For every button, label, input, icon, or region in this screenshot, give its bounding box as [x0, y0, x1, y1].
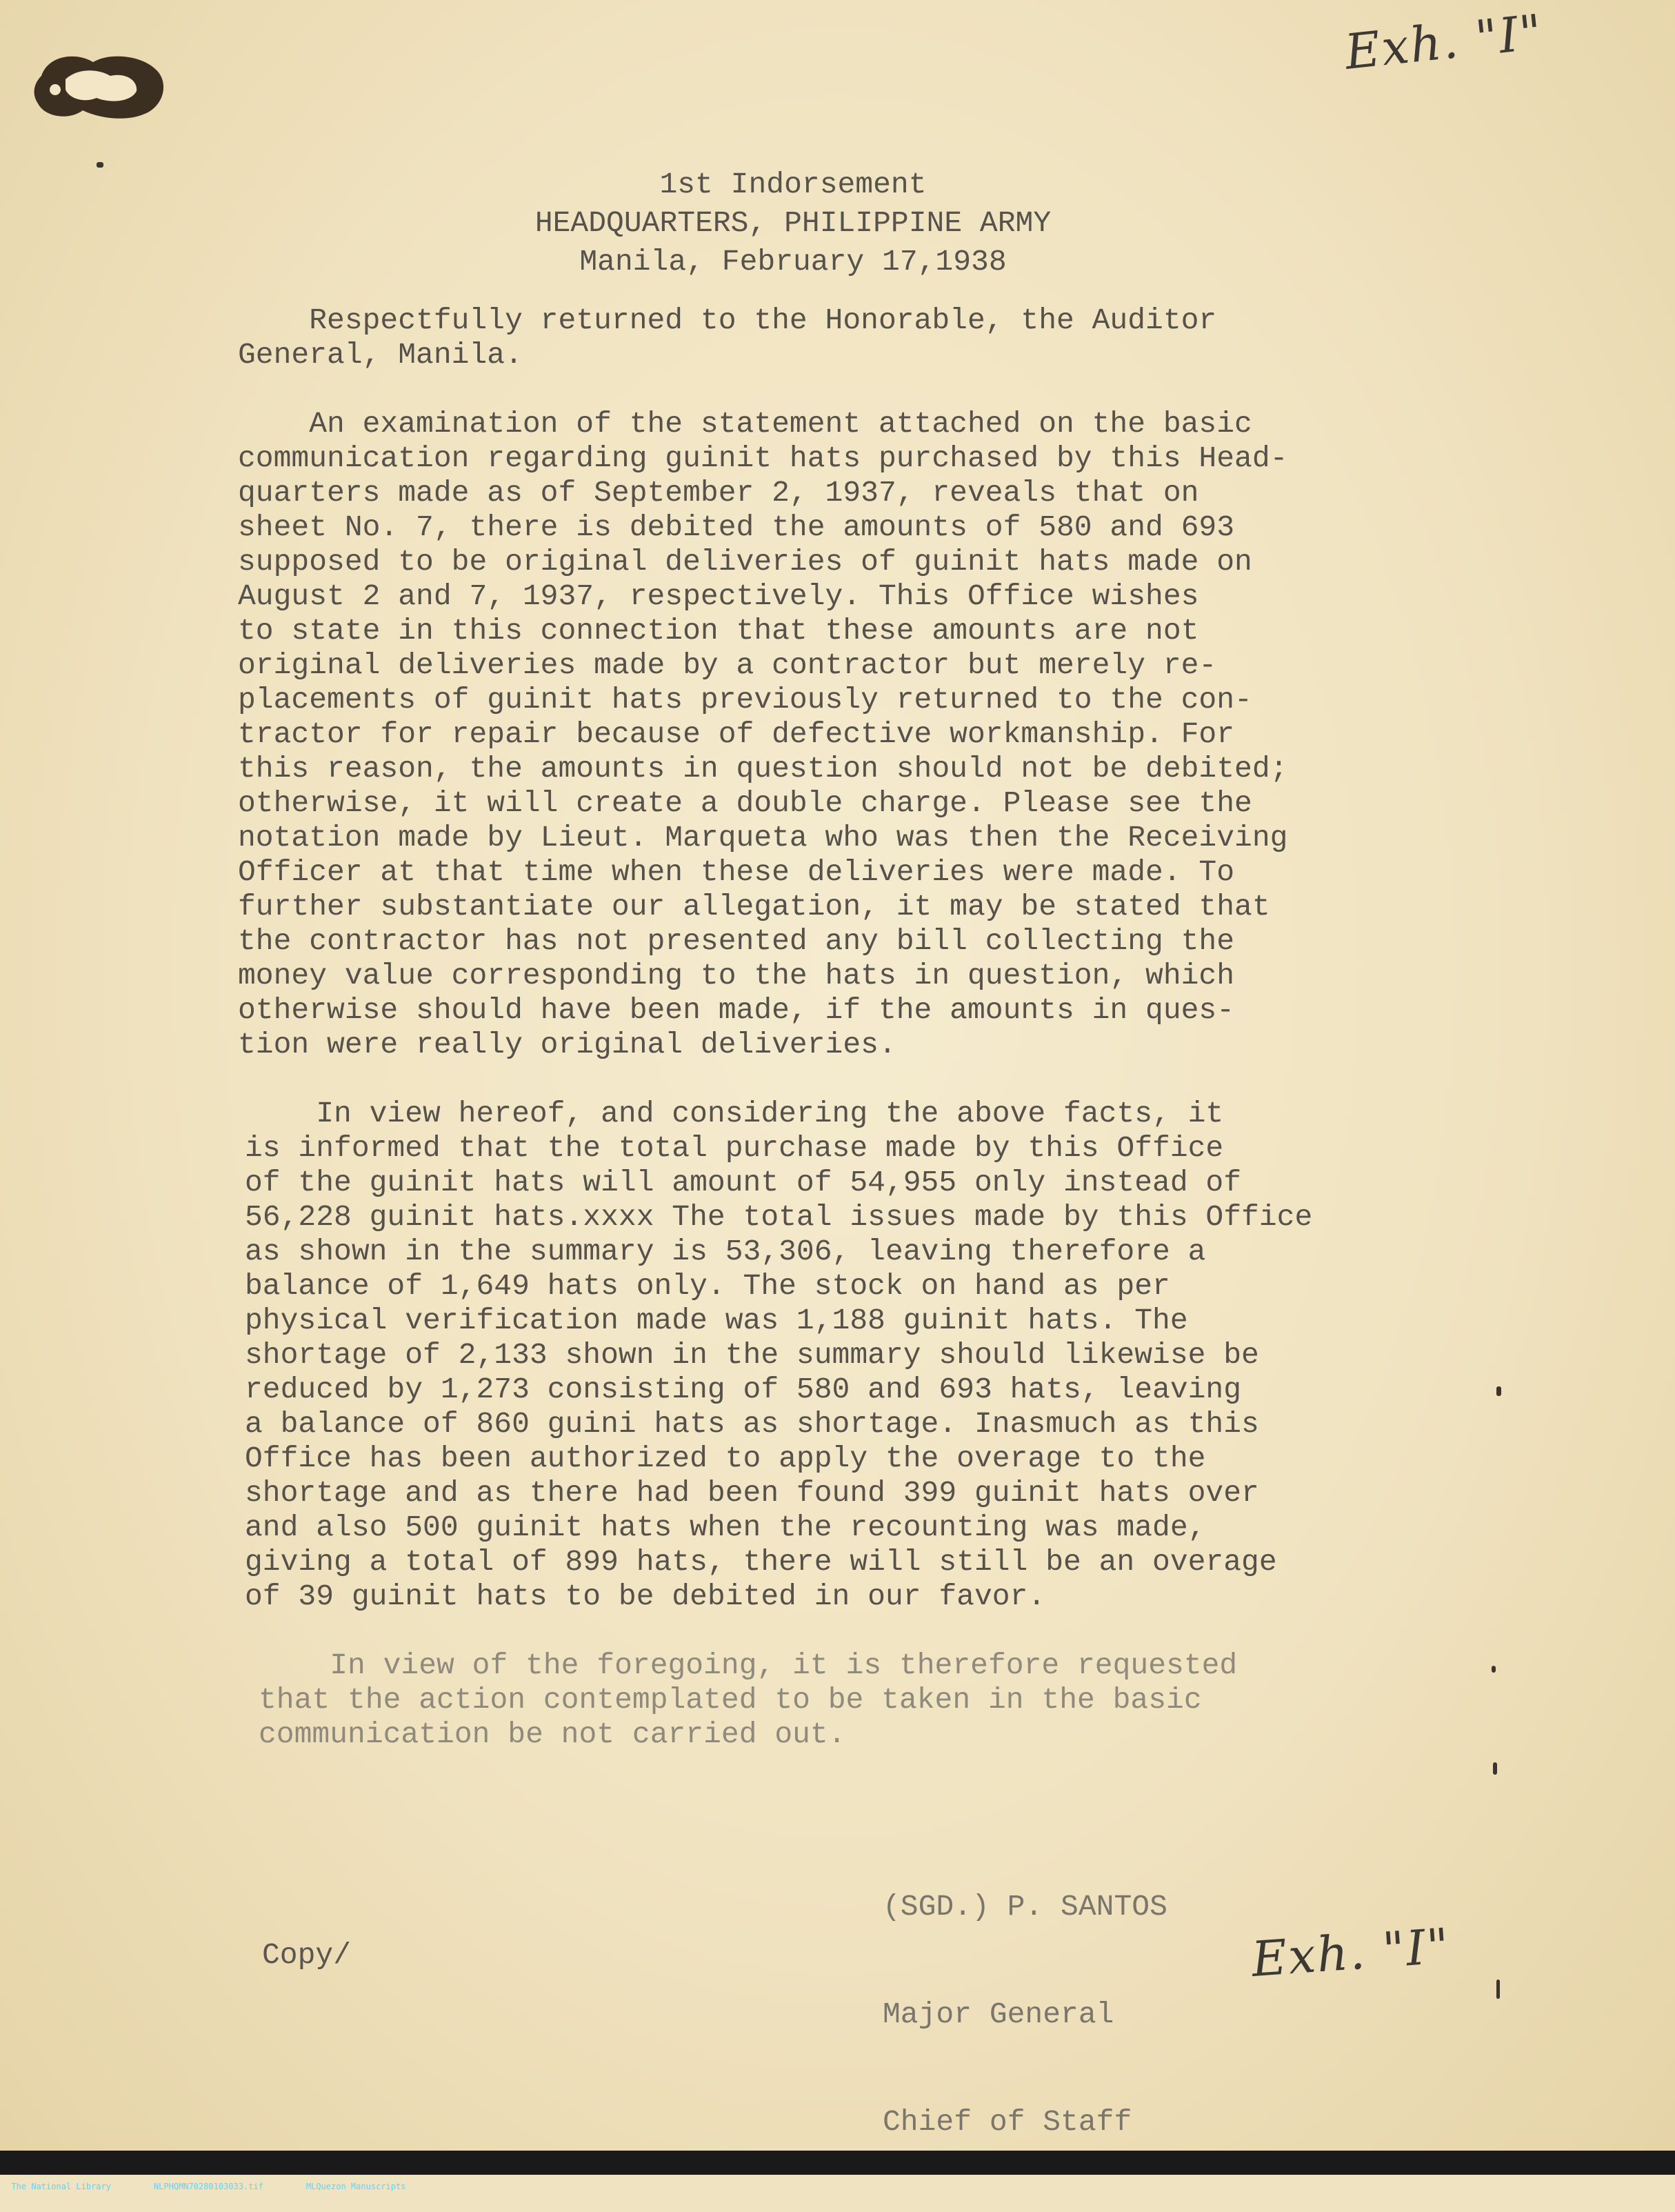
- indorsement-title: 1st Indorsement: [659, 168, 927, 201]
- paragraph-return: Respectfully returned to the Honorable, the Auditor General, Manila.: [238, 303, 1217, 372]
- margin-mark-icon: [97, 162, 103, 168]
- exhibit-mark-bottom: Exh. "I": [1250, 1917, 1452, 1988]
- signature-rank: Major General: [883, 1997, 1114, 2031]
- signature-title: Chief of Staff: [883, 2105, 1132, 2139]
- paragraph-request: In view of the foregoing, it is therefore requested that the action contemplated to be taken in the basic communication be not carried out.: [259, 1648, 1238, 1751]
- paragraph-examination: An examination of the statement attached on the basic communication regarding guinit hats purchased by this Head- quarters made as of September 2, 1937, reveals that on sheet No. 7, there is debited the amounts of 580 and 693 supposed to be original deliveries of guinit hats made on August 2 and 7, 1937, respectively. This Office wishes to state in this connection that these amounts are not original deliveries made by a contractor but merely re- placements of guinit hats previously returned to the con- tractor for repair because of defective workmanship. For this reason, the amounts in question should not be debited; otherwise, it will create a double charge. Please see the notation made by Lieut. Marqueta who was then the Receiving Officer at that time when these deliveries were made. To further substantiate our allegation, it may be stated that the contractor has not presented any bill collecting the money value corresponding to the hats in question, which otherwise should have been made, if the amounts in ques- tion were really original deliveries.: [238, 407, 1288, 1062]
- margin-mark-icon: [1496, 1980, 1500, 1999]
- signature-name: (SGD.) P. SANTOS: [883, 1890, 1167, 1924]
- footer-collection: MLQuezon Manuscripts: [305, 2182, 406, 2191]
- margin-mark-icon: [1496, 1386, 1501, 1396]
- exhibit-mark-top: Exh. "I": [1342, 3, 1546, 81]
- footer-library: The National Library: [11, 2182, 111, 2191]
- indorsement-header: [345, 166, 1241, 281]
- copy-label: Copy/: [262, 1938, 352, 1972]
- margin-mark-icon: [1493, 1762, 1497, 1775]
- headquarters-line: HEADQUARTERS, PHILIPPINE ARMY: [534, 206, 1052, 240]
- paragraph-totals: In view hereof, and considering the above facts, it is informed that the total purchase made by this Office of the guinit hats will amount of 54,955 only instead of 56,228 guinit hats.xxxx The total issues made by this Office as shown in the summary is 53,306, leaving therefore a balance of 1,649 hats only. The stock on hand as per physical verification made was 1,188 guinit hats. The shortage of 2,133 shown in the summary should likewise be reduced by 1,273 consisting of 580 and 693 hats, leaving a balance of 860 guini hats as shortage. Inasmuch as this Office has been authorized to apply the overage to the shortage and as there had been found 399 guinit hats over and also 500 guinit hats when the recounting was made, giving a total of 899 hats, there will still be an overage of 39 guinit hats to be debited in our favor.: [245, 1097, 1313, 1613]
- scan-footer: [0, 2151, 1675, 2191]
- date-line: Manila, February 17,1938: [579, 245, 1007, 279]
- margin-mark-icon: [1492, 1666, 1496, 1673]
- footer-file: NLPHQMN70280103033.tif: [153, 2182, 263, 2191]
